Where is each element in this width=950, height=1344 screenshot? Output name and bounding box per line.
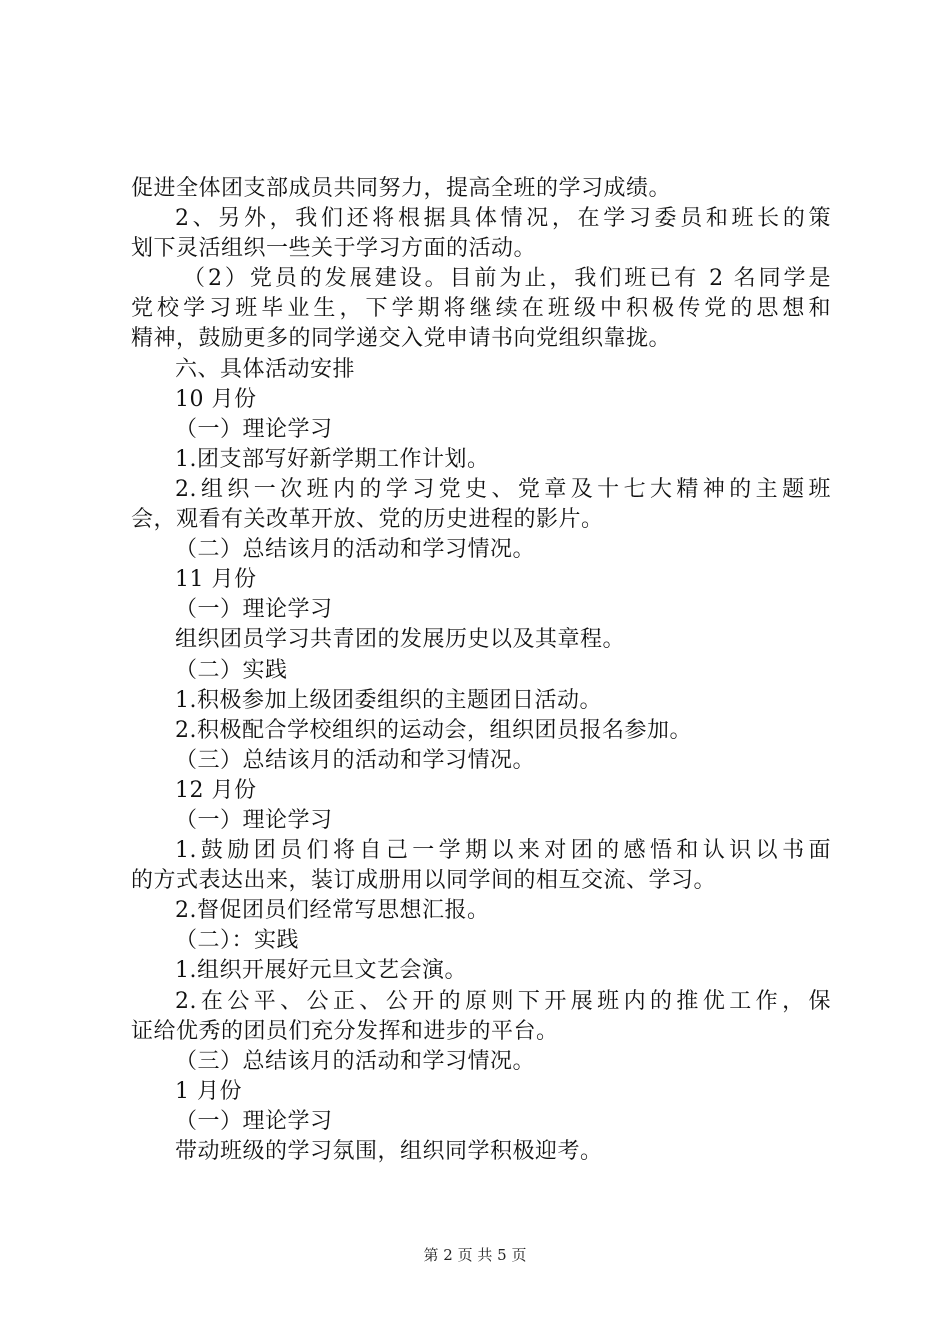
paragraph-line: 划下灵活组织一些关于学习方面的活动。 xyxy=(131,236,537,262)
subsection-heading: （三）总结该月的活动和学习情况。 xyxy=(175,1048,536,1074)
month-heading: 11 月份 xyxy=(175,567,257,593)
month-heading: 10 月份 xyxy=(175,386,257,412)
list-item-continuation: 的方式表达出来，装订成册用以同学间的相互交流、学习。 xyxy=(131,868,717,894)
paragraph-line: 组织团员学习共青团的发展历史以及其章程。 xyxy=(175,627,626,653)
subsection-heading: （一）理论学习 xyxy=(175,807,333,833)
list-item: 2.在公平、公正、公开的原则下开展班内的推优工作，保 xyxy=(175,988,831,1014)
document-body xyxy=(131,174,831,1167)
month-heading: 1 月份 xyxy=(175,1078,242,1104)
subsection-heading: （二）总结该月的活动和学习情况。 xyxy=(175,537,536,563)
subsection-heading: （一）理论学习 xyxy=(175,416,333,442)
list-item: 1.鼓励团员们将自己一学期以来对团的感悟和认识以书面 xyxy=(175,838,831,864)
paragraph-line: 2、另外，我们还将根据具体情况，在学习委员和班长的策 xyxy=(175,206,831,232)
paragraph-line: 带动班级的学习氛围，组织同学积极迎考。 xyxy=(175,1139,603,1164)
paragraph-line: 党校学习班毕业生，下学期将继续在班级中积极传党的思想和 xyxy=(131,296,831,322)
list-item: 2.督促团员们经常写思想汇报。 xyxy=(175,898,490,924)
subsection-heading: （一）理论学习 xyxy=(175,1108,333,1134)
page-number-footer: 第 2 页 共 5 页 xyxy=(423,1246,527,1264)
paragraph-line: 促进全体团支部成员共同努力，提高全班的学习成绩。 xyxy=(131,176,672,201)
list-item: 2.组织一次班内的学习党史、党章及十七大精神的主题班 xyxy=(175,476,831,502)
section-heading: 六、具体活动安排 xyxy=(175,356,356,382)
paragraph-line: （2）党员的发展建设。目前为止，我们班已有 2 名同学是 xyxy=(183,266,831,292)
subsection-heading: （二）：实践 xyxy=(175,928,300,954)
list-item-continuation: 会，观看有关改革开放、党的历史进程的影片。 xyxy=(131,507,604,533)
subsection-heading: （二）实践 xyxy=(175,657,288,683)
list-item: 2.积极配合学校组织的运动会，组织团员报名参加。 xyxy=(175,717,692,743)
month-heading: 12 月份 xyxy=(175,777,257,803)
list-item-continuation: 证给优秀的团员们充分发挥和进步的平台。 xyxy=(131,1018,559,1044)
subsection-heading: （一）理论学习 xyxy=(175,597,333,623)
list-item: 1.积极参加上级团委组织的主题团日活动。 xyxy=(175,687,602,713)
subsection-heading: （三）总结该月的活动和学习情况。 xyxy=(175,747,536,773)
list-item: 1.组织开展好元旦文艺会演。 xyxy=(175,958,467,984)
paragraph-line: 精神，鼓励更多的同学递交入党申请书向党组织靠拢。 xyxy=(131,326,672,352)
list-item: 1.团支部写好新学期工作计划。 xyxy=(175,446,490,472)
